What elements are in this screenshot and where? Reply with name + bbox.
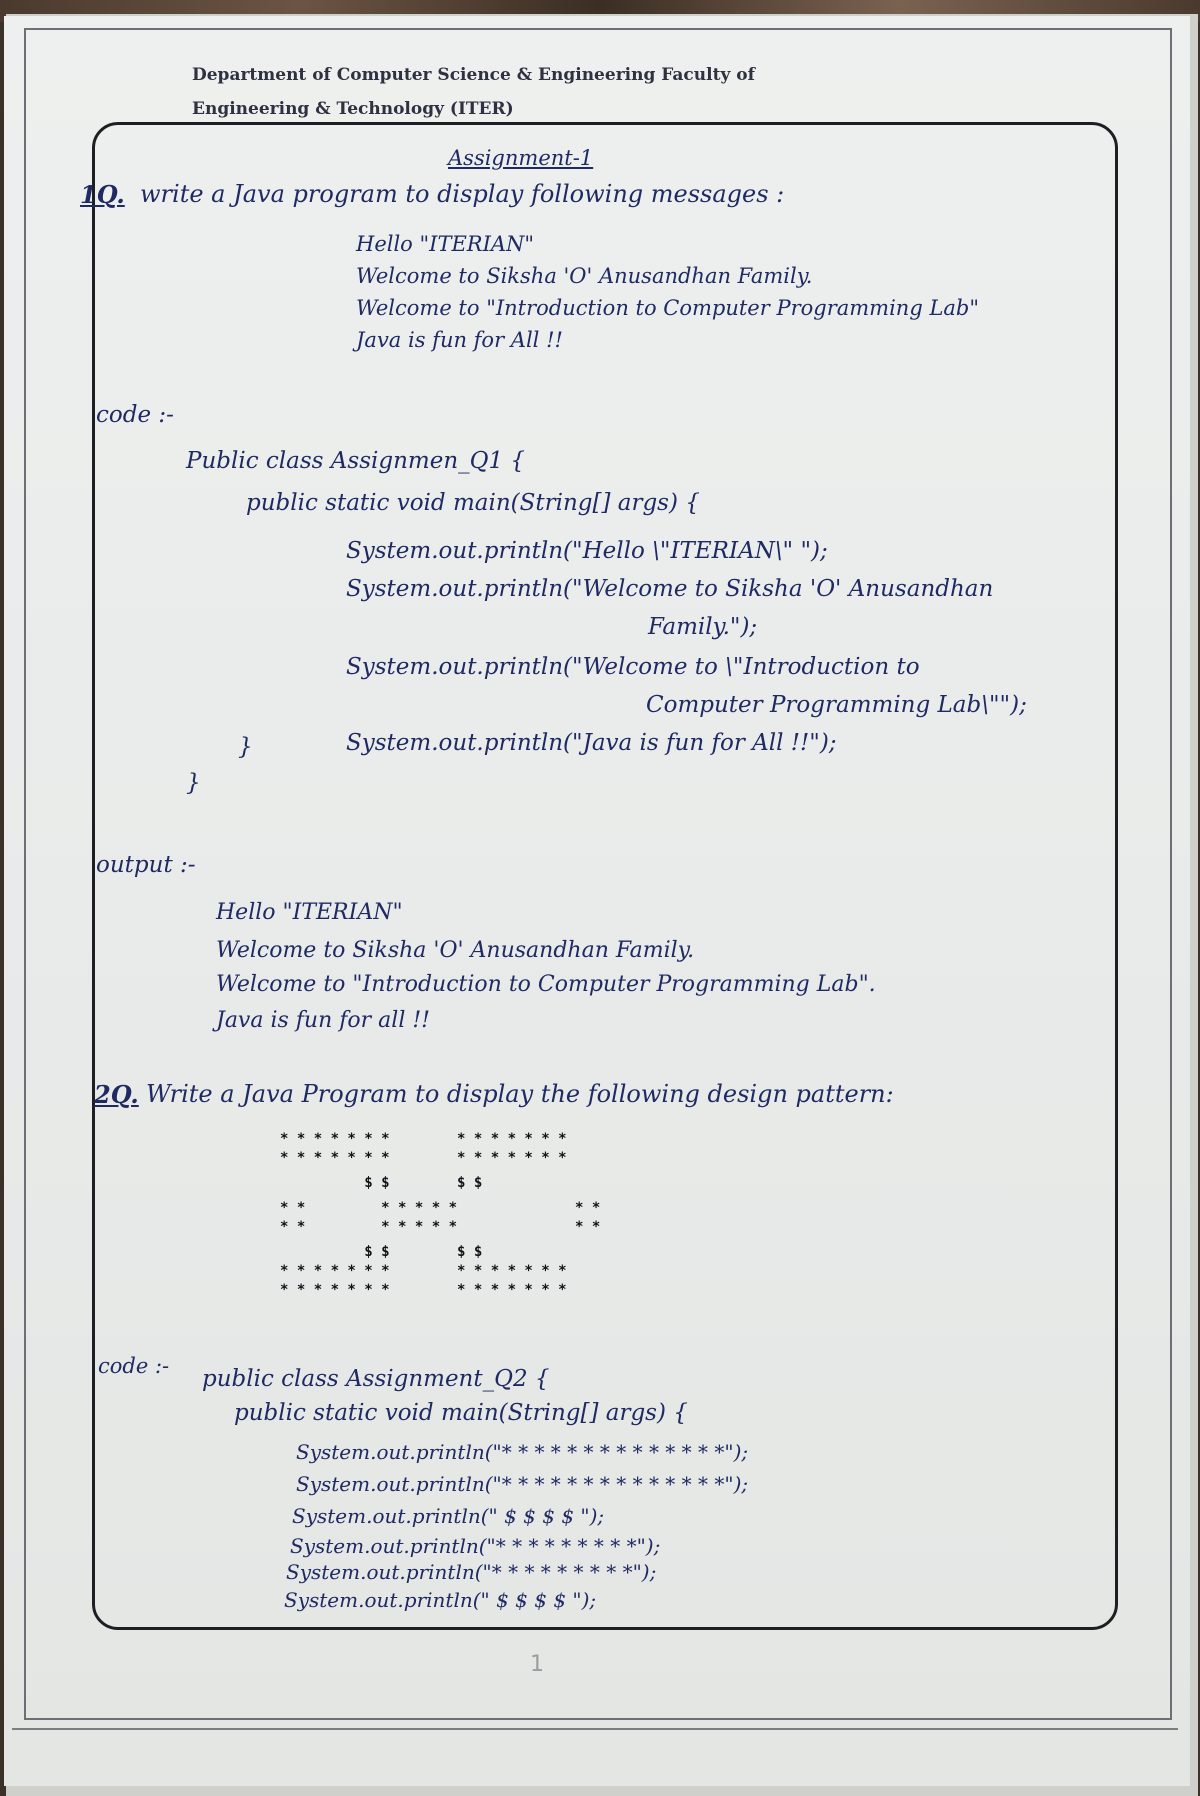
code-line: System.out.println("Welcome to \"Introduction to — [346, 654, 920, 680]
q2-question: Write a Java Program to display the following design pattern: — [146, 1080, 894, 1108]
pattern-row: $ $ $ $ — [280, 1175, 483, 1191]
q1-message: Hello "ITERIAN" — [356, 232, 535, 256]
output-line: Hello "ITERIAN" — [216, 900, 403, 925]
pattern-row: * * * * * * * * * * * * * * — [280, 1263, 567, 1279]
q2-label: 2Q. — [94, 1080, 139, 1109]
pattern-row: * * * * * * * * * * * * * * — [280, 1282, 567, 1298]
code-line: System.out.println("* * * * * * * * * * * * * *"); — [296, 1440, 749, 1464]
code-line: Family."); — [648, 614, 758, 640]
assignment-title: Assignment-1 — [448, 146, 594, 170]
q1-message: Java is fun for All !! — [356, 328, 563, 352]
q1-code-label: code :- — [96, 402, 174, 428]
code-line: Public class Assignmen_Q1 { — [186, 448, 526, 474]
code-line: Computer Programming Lab\""); — [646, 692, 1027, 718]
q1-label: 1Q. — [80, 180, 125, 209]
pattern-row: $ $ $ $ — [280, 1244, 483, 1260]
header-line-1: Department of Computer Science & Engineering Faculty of — [192, 65, 755, 85]
code-line: System.out.println("* * * * * * * * *"); — [290, 1534, 661, 1558]
code-line: public static void main(String[] args) { — [234, 1400, 688, 1426]
header-line-2: Engineering & Technology (ITER) — [192, 99, 514, 119]
code-line: System.out.println("Welcome to Siksha 'O' Anusandhan — [346, 576, 994, 602]
code-line: public class Assignment_Q2 { — [202, 1366, 550, 1392]
pattern-row: * * * * * * * * * — [280, 1200, 601, 1216]
page-number: 1 — [530, 1652, 544, 1677]
code-line: System.out.println("Hello \"ITERIAN\" "); — [346, 538, 828, 564]
code-line: } — [186, 770, 201, 796]
output-line: Welcome to Siksha 'O' Anusandhan Family. — [216, 938, 695, 963]
q1-question: write a Java program to display following messages : — [140, 180, 785, 208]
pattern-row: * * * * * * * * * — [280, 1219, 601, 1235]
q1-message: Welcome to "Introduction to Computer Programming Lab" — [356, 296, 980, 320]
pattern-row: * * * * * * * * * * * * * * — [280, 1150, 567, 1166]
q1-message: Welcome to Siksha 'O' Anusandhan Family. — [356, 264, 813, 288]
code-line: System.out.println("Java is fun for All !!"); — [346, 730, 837, 756]
pattern-row: * * * * * * * * * * * * * * — [280, 1131, 567, 1147]
bottom-rule — [12, 1728, 1178, 1730]
output-line: Java is fun for all !! — [216, 1008, 431, 1033]
code-line: public static void main(String[] args) { — [246, 490, 700, 516]
q1-output-label: output :- — [96, 852, 196, 878]
code-line: System.out.println("* * * * * * * * * * * * * *"); — [296, 1472, 749, 1496]
code-line: } — [238, 734, 253, 760]
design-pattern — [280, 1130, 750, 1330]
code-line: System.out.println(" $ $ $ $ "); — [292, 1504, 605, 1528]
department-header — [192, 58, 892, 126]
code-line: System.out.println(" $ $ $ $ "); — [284, 1588, 597, 1612]
q2-code-label: code :- — [98, 1354, 170, 1378]
code-line: System.out.println("* * * * * * * * *"); — [286, 1560, 657, 1584]
output-line: Welcome to "Introduction to Computer Programming Lab". — [216, 972, 876, 997]
